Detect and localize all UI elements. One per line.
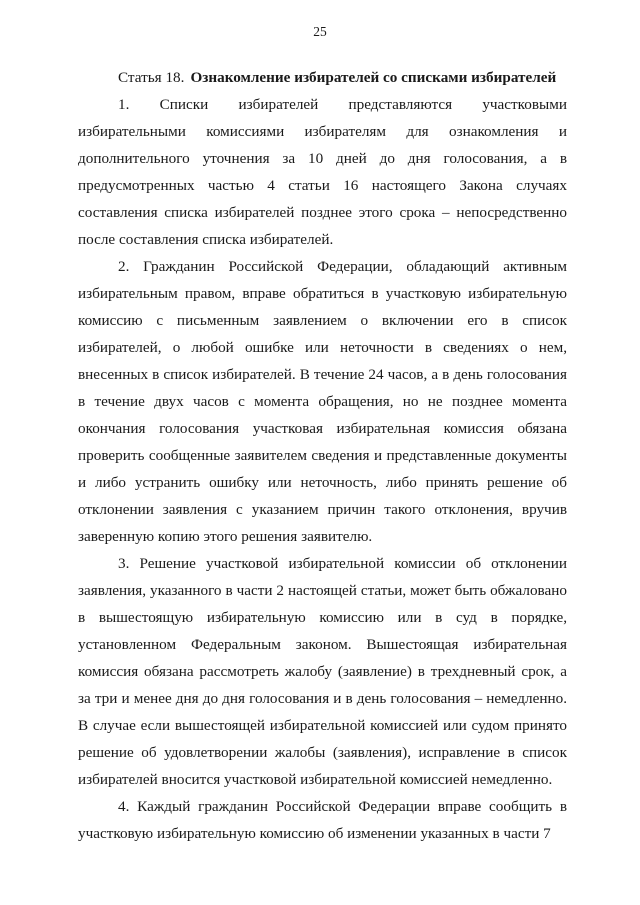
page-number: 25 (313, 24, 327, 39)
article-heading (78, 64, 567, 91)
article-title: Ознакомление избирателей со списками избирателей (190, 69, 557, 86)
paragraph-3: 3. Решение участковой избирательной комиссии об отклонении заявления, указанного в части 2 настоящей статьи, может быть обжаловано в вышестоящую избирательную комиссию или в суд в порядке, установленном Федеральным законом. Вышестоящая избирательная комиссия обязана рассмотреть жалобу (заявление) в трехдневный срок, а за три и менее дня до дня голосования и в день голосования – немедленно. В случае если вышестоящей избирательной комиссией или судом принято решение об удовлетворении жалобы (заявления), исправление в список избирателей вносится участковой избирательной комиссией немедленно. (78, 555, 567, 788)
document-body (78, 64, 567, 847)
paragraph-2: 2. Гражданин Российской Федерации, обладающий активным избирательным правом, вправе обратиться в участковую избирательную комиссию с письменным заявлением о включении его в список избирателей, о любой ошибке или неточности в сведениях о нем, внесенных в список избирателей. В течение 24 часов, а в день голосования в течение двух часов с момента обращения, но не позднее момента окончания голосования участковая избирательная комиссия обязана проверить сообщенные заявителем сведения и представленные документы и либо устранить ошибку или неточность, либо принять решение об отклонении заявления с указанием причин такого отклонения, вручив заверенную копию этого решения заявителю. (78, 258, 567, 545)
paragraph-1: 1. Списки избирателей представляются участковыми избирательными комиссиями избирателям для ознакомления и дополнительного уточнения за 10 дней до дня голосования, а в предусмотренных частью 4 статьи 16 настоящего Закона случаях составления списка избирателей позднее этого срока – непосредственно после составления списка избирателей. (78, 96, 567, 248)
article-label: Статья 18. (118, 69, 185, 86)
paragraph-4: 4. Каждый гражданин Российской Федерации вправе сообщить в участковую избирательную комиссию об изменении указанных в части 7 (78, 798, 567, 842)
